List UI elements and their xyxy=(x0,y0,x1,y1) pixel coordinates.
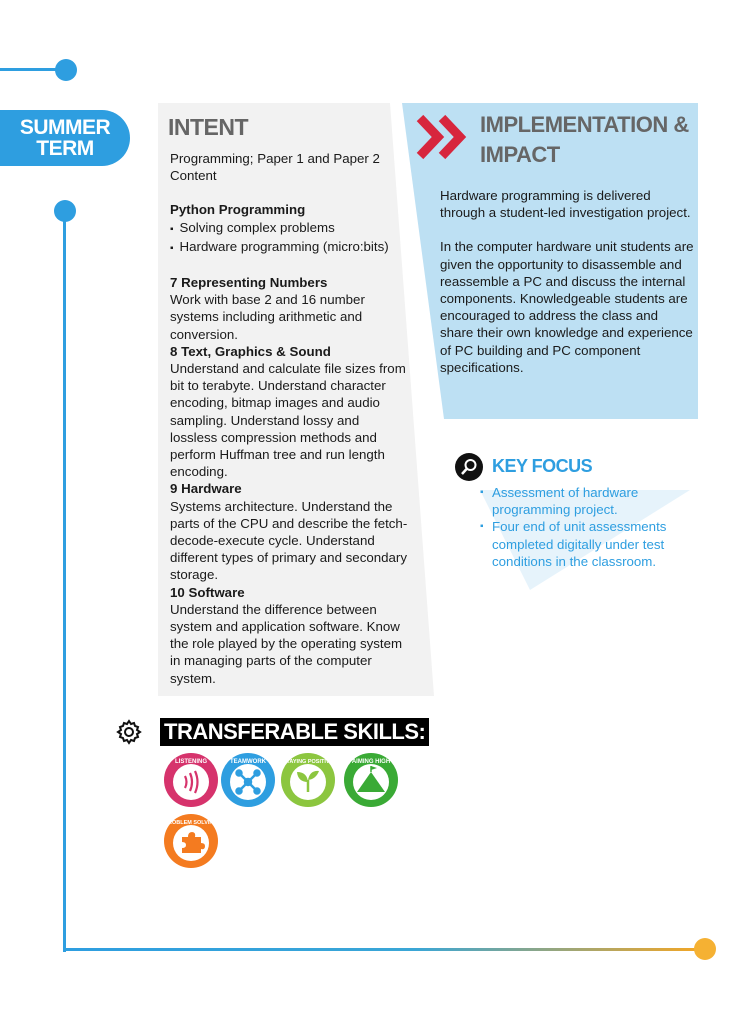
staying-positive-label: STAYING POSITIVE xyxy=(282,759,334,765)
timeline-end-dot xyxy=(694,938,716,960)
term-badge xyxy=(0,110,130,166)
section-10-heading: 10 Software xyxy=(170,584,245,600)
listening-label: LISTENING xyxy=(174,759,208,765)
listening-badge xyxy=(163,752,219,808)
timeline-mid-dot xyxy=(54,200,76,222)
section-10-text: Understand the difference between system and application software. Know the role played by the operating system in managing parts of the computer system. xyxy=(170,601,403,686)
intent-body xyxy=(170,150,410,687)
intent-intro: Programming; Paper 1 and Paper 2 Content xyxy=(170,151,380,184)
intent-title: INTENT xyxy=(168,114,249,140)
section-7-text: Work with base 2 and 16 number systems including arithmetic and conversion. xyxy=(170,292,365,342)
section-9-text: Systems architecture. Understand the parts of the CPU and describe the fetch-decode-execute cycle. Understand different types of primary and secondary storage. xyxy=(170,498,408,583)
timeline-vertical-line xyxy=(63,212,66,952)
implementation-title: IMPLEMENTATION & IMPACT xyxy=(480,112,689,167)
problem-solving-badge xyxy=(163,813,219,869)
gear-icon xyxy=(116,719,142,745)
list-item: ▪ Assessment of hardware programming project. xyxy=(480,484,690,518)
key-focus-title: KEY FOCUS xyxy=(492,456,593,476)
python-list xyxy=(170,219,410,257)
term-line-2: TERM xyxy=(36,137,94,160)
timeline-bottom-line xyxy=(63,948,703,951)
staying-positive-badge xyxy=(280,752,336,808)
list-item: ▪ Solving complex problems xyxy=(170,219,410,238)
aiming-high-label: AIMING HIGH xyxy=(351,759,391,765)
section-9-heading: 9 Hardware xyxy=(170,481,242,497)
double-chevron-icon xyxy=(414,112,474,162)
implementation-body xyxy=(440,187,695,393)
implementation-para-2: In the computer hardware unit students are given the opportunity to disassemble and reassemble a PC and discuss the internal components. Knowledgeable students are encouraged to address the class and share their own knowledge and experience of PC building and PC component specifications. xyxy=(440,239,694,375)
timeline-top-line xyxy=(0,68,60,71)
teamwork-badge xyxy=(220,752,276,808)
teamwork-label: TEAMWORK xyxy=(230,759,266,765)
section-8-text: Understand and calculate file sizes from bit to terabyte. Understand character encoding, bitmap images and audio sampling. Understand lossy and lossless compression methods and perform Huffman tree and run length encoding. xyxy=(170,361,406,480)
section-8-heading: 8 Text, Graphics & Sound xyxy=(170,343,331,359)
section-7-heading: 7 Representing Numbers xyxy=(170,275,328,291)
list-item: ▪ Hardware programming (micro:bits) xyxy=(170,238,410,257)
list-item: ▪ Four end of unit assessments completed digitally under test conditions in the classroom. xyxy=(480,518,690,570)
aiming-high-badge xyxy=(343,752,399,808)
timeline-top-dot xyxy=(55,59,77,81)
python-heading: Python Programming xyxy=(170,202,306,218)
magnifier-icon xyxy=(455,453,483,481)
term-line-1: SUMMER xyxy=(19,116,111,139)
implementation-para-1: Hardware programming is delivered through a student-led investigation project. xyxy=(440,188,691,221)
key-focus-list xyxy=(480,484,690,570)
problem-solving-label: PROBLEM SOLVING xyxy=(164,820,218,826)
transferable-skills-title: TRANSFERABLE SKILLS: xyxy=(160,718,429,746)
